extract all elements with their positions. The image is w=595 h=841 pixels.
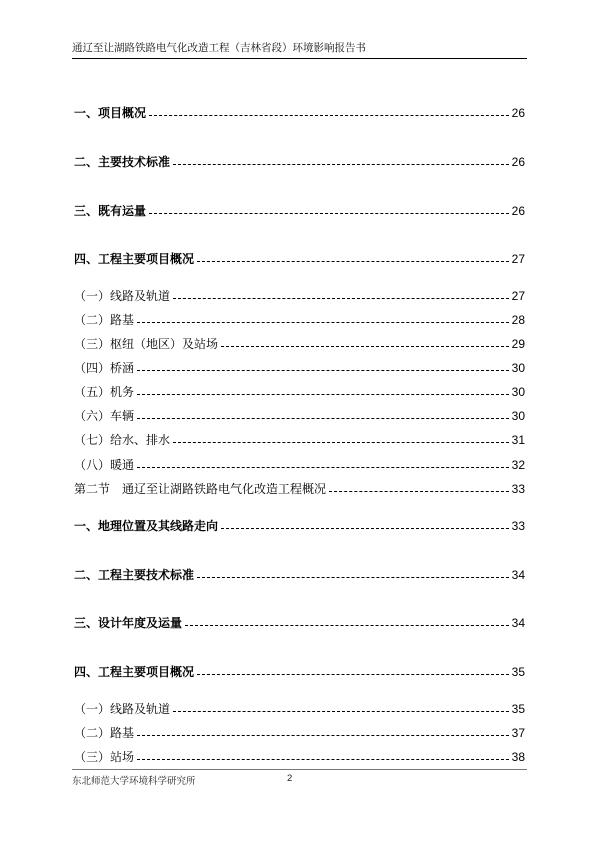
- toc-leader-dots: [137, 418, 509, 419]
- toc-entry-label: 第二节 通辽至让湖路铁路电气化改造工程概况: [74, 482, 327, 496]
- toc-leader-dots: [137, 394, 509, 395]
- toc-entry-page: 34: [511, 568, 525, 582]
- toc-entry[interactable]: [74, 659, 525, 679]
- toc-entry[interactable]: [74, 100, 525, 120]
- toc-entry[interactable]: [74, 476, 525, 496]
- toc-entry[interactable]: [74, 513, 525, 533]
- toc-entry[interactable]: [74, 379, 525, 399]
- toc-entry[interactable]: [74, 307, 525, 327]
- toc-entry-label: 三、设计年度及运量: [74, 616, 183, 630]
- toc-leader-dots: [173, 711, 509, 712]
- toc-entry-label: （五）机务: [74, 385, 135, 399]
- toc-entry-label: （八）暖通: [74, 458, 135, 472]
- toc-entry-page: 33: [511, 519, 525, 533]
- toc-entry-page: 30: [511, 409, 525, 423]
- toc-entry-page: 30: [511, 361, 525, 375]
- toc-entry[interactable]: [74, 149, 525, 169]
- toc-leader-dots: [149, 115, 509, 116]
- toc-entry-label: 四、工程主要项目概况: [74, 665, 195, 679]
- toc-entry-page: 33: [511, 482, 525, 496]
- toc-entry-label: 二、主要技术标准: [74, 155, 171, 169]
- toc-leader-dots: [137, 735, 509, 736]
- toc-entry-label: 二、工程主要技术标准: [74, 568, 195, 582]
- toc-entry[interactable]: [74, 452, 525, 472]
- footer-page-number: 2: [287, 773, 293, 784]
- toc-entry[interactable]: [74, 355, 525, 375]
- toc-entry-page: 27: [511, 289, 525, 303]
- toc-entry-label: （七）给水、排水: [74, 433, 171, 447]
- toc-entry[interactable]: [74, 562, 525, 582]
- toc-entry-label: （三）枢纽（地区）及站场: [74, 337, 219, 351]
- toc-leader-dots: [329, 491, 509, 492]
- toc-entry-label: （三）站场: [74, 750, 135, 764]
- toc-entry[interactable]: [74, 283, 525, 303]
- toc-entry[interactable]: [74, 403, 525, 423]
- toc-leader-dots: [137, 322, 509, 323]
- toc-entry[interactable]: [74, 198, 525, 218]
- toc-entry-page: 26: [511, 106, 525, 120]
- toc-leader-dots: [185, 625, 509, 626]
- toc-entry-page: 37: [511, 726, 525, 740]
- toc-entry-page: 27: [511, 252, 525, 266]
- toc-entry-label: 一、地理位置及其线路走向: [74, 519, 219, 533]
- toc-leader-dots: [173, 442, 509, 443]
- toc-leader-dots: [173, 164, 509, 165]
- toc-entry-page: 32: [511, 458, 525, 472]
- toc-entry-page: 35: [511, 702, 525, 716]
- toc-entry-page: 26: [511, 155, 525, 169]
- footer-rule: [72, 769, 527, 770]
- toc-leader-dots: [197, 577, 509, 578]
- toc-leader-dots: [137, 467, 509, 468]
- toc-entry-label: （二）路基: [74, 313, 135, 327]
- toc-entry-page: 34: [511, 616, 525, 630]
- toc-entry[interactable]: [74, 331, 525, 351]
- toc-entry-label: 三、既有运量: [74, 204, 147, 218]
- toc-entry[interactable]: [74, 246, 525, 266]
- toc-leader-dots: [137, 370, 509, 371]
- toc-entry-page: 28: [511, 313, 525, 327]
- toc-entry-label: 一、项目概况: [74, 106, 147, 120]
- toc-entry-page: 29: [511, 337, 525, 351]
- toc-entry-label: 四、工程主要项目概况: [74, 252, 195, 266]
- toc-leader-dots: [137, 759, 509, 760]
- toc-leader-dots: [149, 213, 509, 214]
- toc-entry-page: 31: [511, 433, 525, 447]
- toc-entry[interactable]: [74, 696, 525, 716]
- toc-entry-page: 30: [511, 385, 525, 399]
- toc-entry-page: 38: [511, 750, 525, 764]
- toc-leader-dots: [197, 674, 509, 675]
- toc-entry[interactable]: [74, 744, 525, 764]
- toc-entry-label: （一）线路及轨道: [74, 702, 171, 716]
- toc-leader-dots: [173, 298, 509, 299]
- toc-entry-page: 26: [511, 204, 525, 218]
- toc-entry[interactable]: [74, 720, 525, 740]
- toc-entry-label: （四）桥涵: [74, 361, 135, 375]
- toc-leader-dots: [197, 261, 509, 262]
- toc-entry[interactable]: [74, 427, 525, 447]
- footer-organization: 东北师范大学环境科学研究所: [72, 776, 196, 787]
- toc-leader-dots: [221, 528, 509, 529]
- running-header: 通辽至让湖路铁路电气化改造工程（吉林省段）环境影响报告书: [72, 42, 366, 54]
- toc-entry-page: 35: [511, 665, 525, 679]
- toc-leader-dots: [221, 346, 509, 347]
- toc-entry-label: （六）车辆: [74, 409, 135, 423]
- toc-entry[interactable]: [74, 610, 525, 630]
- toc-entry-label: （一）线路及轨道: [74, 289, 171, 303]
- header-rule: [72, 58, 527, 59]
- toc-entry-label: （二）路基: [74, 726, 135, 740]
